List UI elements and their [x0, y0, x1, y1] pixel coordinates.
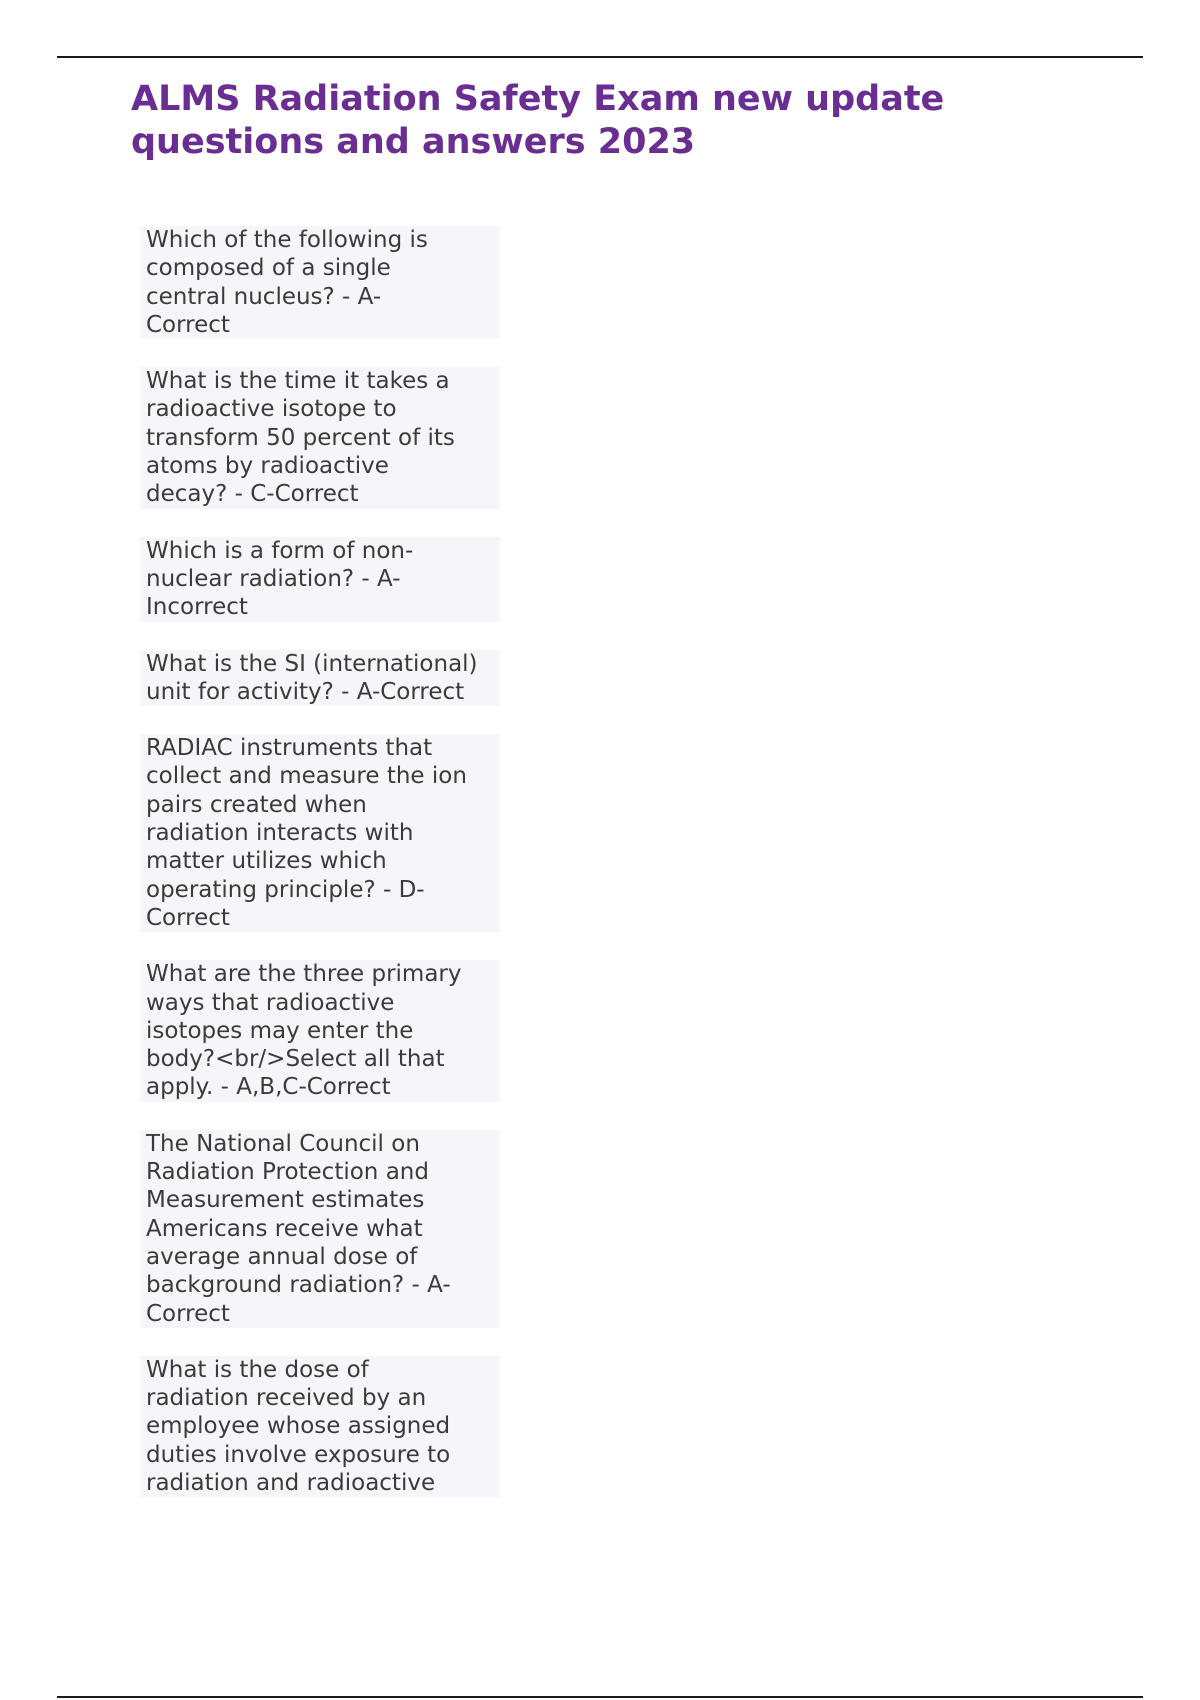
question-item: What is the time it takes a radioactive isotope to transform 50 percent of its atoms by radioactive decay? - C-Correct: [140, 367, 500, 508]
document-title: [131, 78, 1091, 164]
question-item: What are the three primary ways that radioactive isotopes may enter the body?<br/>Select all that apply. - A,B,C-Correct: [140, 960, 500, 1101]
question-item: Which is a form of non- nuclear radiation? - A- Incorrect: [140, 537, 500, 622]
question-item: The National Council on Radiation Protection and Measurement estimates Americans receive what average annual dose of background radiation? - A- Correct: [140, 1130, 500, 1328]
title-line-1: ALMS Radiation Safety Exam new update: [131, 79, 945, 119]
question-item: What is the SI (international) unit for activity? - A-Correct: [140, 650, 500, 707]
bottom-rule: [57, 1696, 1143, 1698]
question-item: RADIAC instruments that collect and measure the ion pairs created when radiation interacts with matter utilizes which operating principle? - D- Correct: [140, 734, 500, 932]
question-item: What is the dose of radiation received by an employee whose assigned duties involve exposure to radiation and radioactive: [140, 1356, 500, 1497]
question-item: Which of the following is composed of a single central nucleus? - A- Correct: [140, 226, 500, 339]
question-list: [140, 226, 500, 1525]
top-rule: [57, 56, 1143, 58]
title-line-2: questions and answers 2023: [131, 122, 696, 162]
